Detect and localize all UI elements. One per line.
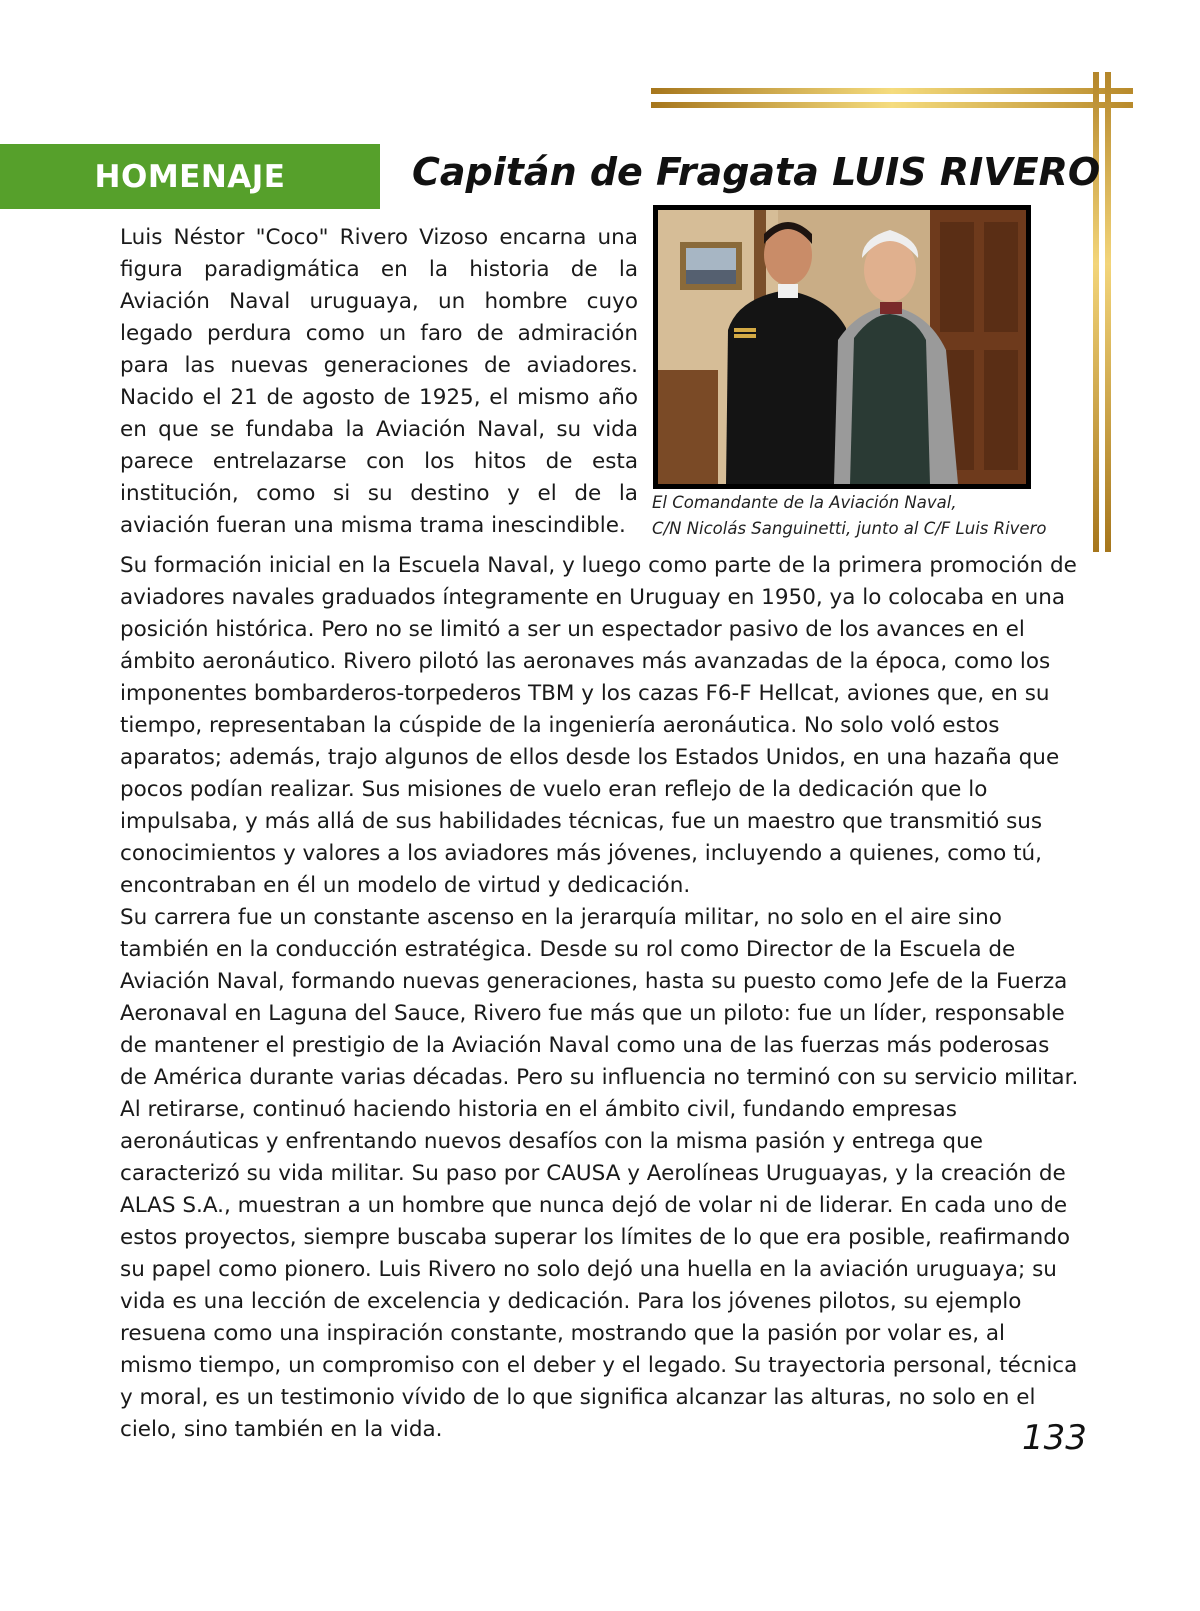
photo-caption-line-2: C/N Nicolás Sanguinetti, junto al C/F Luis Rivero bbox=[652, 519, 1047, 538]
photo-caption-line-1: El Comandante de la Aviación Naval, bbox=[652, 493, 957, 512]
portrait-photo-illustration bbox=[658, 210, 1026, 484]
article-body bbox=[120, 550, 1082, 1446]
body-paragraph-2: Su carrera fue un constante ascenso en la jerarquía militar, no solo en el aire sino también en la conducción estratégica. Desde su rol como Director de la Escuela de Aviación Naval, formando nuevas generaciones, hasta su puesto como Jefe de la Fuerza Aeronaval en Laguna del Sauce, Rivero fue más que un piloto: fue un líder, responsable de mantener el prestigio de la Aviación Naval como una de las fuerzas más poderosas de América durante varias décadas. Pero su influencia no terminó con su servicio militar. Al retirarse, continuó haciendo historia en el ámbito civil, fundando empresas aeronáuticas y enfrentando nuevos desafíos con la misma pasión y entrega que caracterizó su vida militar. Su paso por CAUSA y Aerolíneas Uruguayas, y la creación de ALAS S.A., muestran a un hombre que nunca dejó de volar ni de liderar. En cada uno de estos proyectos, siempre buscaba superar los límites de lo que era posible, reafirmando su papel como pionero. Luis Rivero no solo dejó una huella en la aviación uruguaya; su vida es una lección de excelencia y dedicación. Para los jóvenes pilotos, su ejemplo resuena como una inspiración constante, mostrando que la pasión por volar es, al mismo tiempo, un compromiso con el deber y el legado. Su trayectoria personal, técnica y moral, es un testimonio vívido de lo que significa alcanzar las alturas, no solo en el cielo, sino también en la vida. bbox=[120, 905, 1079, 1442]
section-tag: HOMENAJE bbox=[0, 144, 380, 209]
gold-rule-top bbox=[651, 88, 1133, 94]
page-number: 133 bbox=[1022, 1418, 1087, 1458]
photo-caption bbox=[652, 490, 1072, 542]
body-paragraph-1: Su formación inicial en la Escuela Naval, y luego como parte de la primera promoción de aviadores navales graduados íntegramente en Uruguay en 1950, ya lo colocaba en una posición histórica. Pero no se limitó a ser un espectador pasivo de los avances en el ámbito aeronáutico. Rivero pilotó las aeronaves más avanzadas de la época, como los imponentes bombarderos-torpederos TBM y los cazas F6-F Hellcat, aviones que, en su tiempo, representaban la cúspide de la ingeniería aeronáutica. No solo voló estos aparatos; además, trajo algunos de ellos desde los Estados Unidos, en una hazaña que pocos podían realizar. Sus misiones de vuelo eran reflejo de la dedicación que lo impulsaba, y más allá de sus habilidades técnicas, fue un maestro que transmitió sus conocimientos y valores a los aviadores más jóvenes, incluyendo a quienes, como tú, encontraban en él un modelo de virtud y dedicación. bbox=[120, 553, 1077, 898]
page-title: Capitán de Fragata LUIS RIVERO bbox=[412, 150, 1101, 194]
intro-paragraph: Luis Néstor "Coco" Rivero Vizoso encarna una figura paradigmática en la historia de la Aviación Naval uruguaya, un hombre cuyo legado perdura como un faro de admiración para las nuevas generaciones de aviadores. Nacido el 21 de agosto de 1925, el mismo año en que se fundaba la Aviación Naval, su vida parece entrelazarse con los hitos de esta institución, como si su destino y el de la aviación fueran una misma trama inescindible. bbox=[120, 225, 638, 538]
gold-rule-vertical-right bbox=[1105, 72, 1111, 552]
portrait-photo bbox=[653, 205, 1031, 489]
gold-rule-vertical-left bbox=[1093, 72, 1099, 552]
gold-rule-second bbox=[651, 102, 1133, 108]
